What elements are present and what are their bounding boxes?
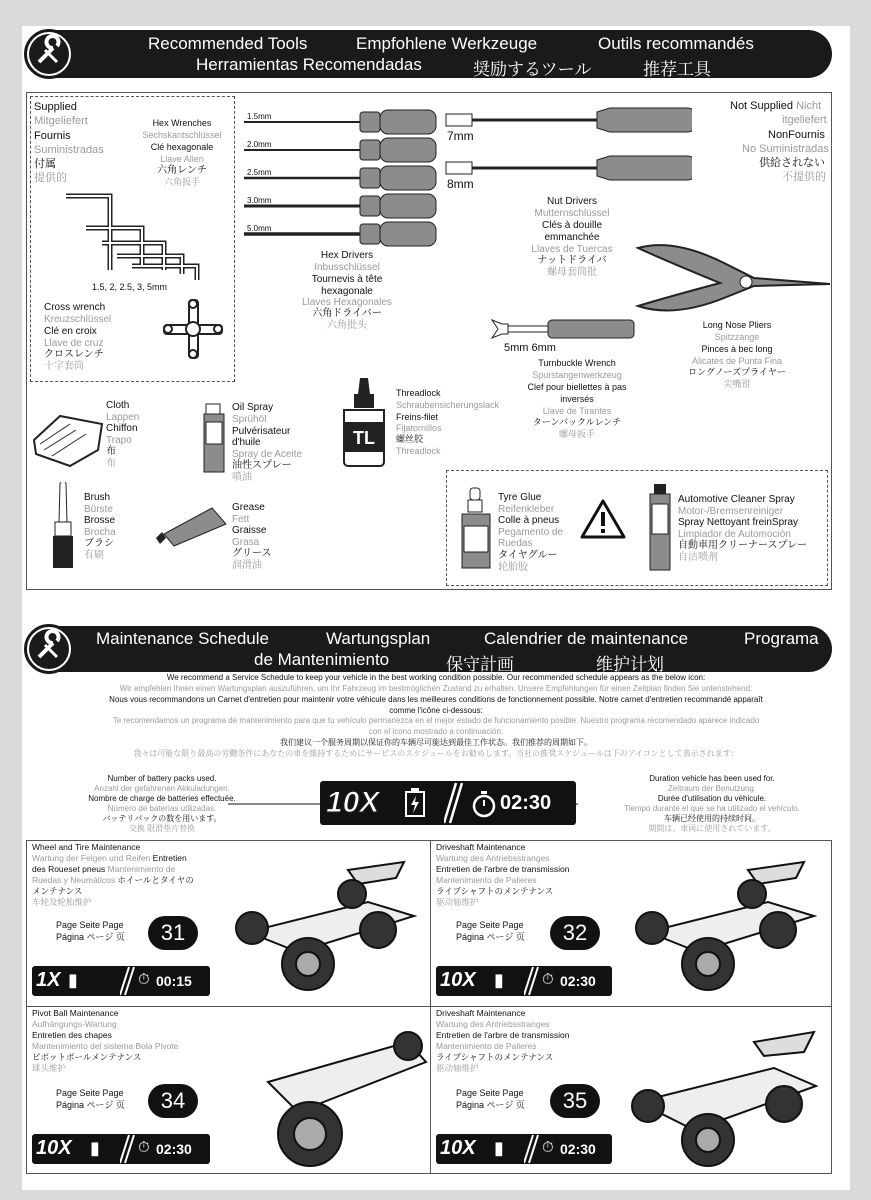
- divider-slash: [524, 1134, 542, 1164]
- hex-wrench-en: Hex Wrenches: [152, 118, 212, 128]
- nut-drivers-zh: 螺母套筒批: [547, 267, 597, 278]
- card-title-de: Wartung des Antriebsstranges: [436, 853, 550, 863]
- duration-fr: Durée d'utilisation du véhicule.: [657, 794, 767, 803]
- tyre-glue-es2: Ruedas: [498, 538, 533, 549]
- cloth-es: Trapo: [106, 435, 132, 446]
- hex-drivers-fr2: hexagonale: [321, 286, 373, 297]
- divider-slash: [120, 1134, 138, 1164]
- pliers-de: Spitzzange: [714, 332, 760, 342]
- grease-tube-illustration: [152, 504, 230, 548]
- cross-wrench-en: Cross wrench: [44, 302, 106, 313]
- tyre-glue-de: Reifenkleber: [498, 504, 555, 515]
- cleaner-fr: Spray Nettoyant freinSpray: [678, 517, 799, 528]
- example-battery-count: 10X: [326, 786, 380, 819]
- supplied-es: Suministradas: [34, 144, 104, 156]
- hex-wrench-fr: Clé hexagonale: [150, 142, 214, 152]
- hex-drivers-es: Llaves Hexagonales: [301, 297, 393, 308]
- header-ja: 奨励するツール: [473, 60, 592, 79]
- card-title-line4: [32, 876, 194, 886]
- cloth-fr: Chiffon: [106, 423, 138, 434]
- card-page-label2: Página ページ 页: [456, 1100, 525, 1110]
- duration-zh: 车辆已经使用的持续时间。: [664, 814, 760, 823]
- maint-header-fr: Calendrier de maintenance: [484, 629, 689, 648]
- oil-spray-fr2: d'huile: [232, 437, 261, 448]
- card-title-ja: ライブシャフトのメンテナンス: [436, 1052, 554, 1062]
- battery-en: Number of battery packs used.: [107, 774, 217, 783]
- cloth-zh: 布: [106, 458, 116, 469]
- cleaner-en: Automotive Cleaner Spray: [678, 494, 795, 505]
- tyre-glue-zh: 轮胎胶: [498, 562, 528, 573]
- hex-drivers-de: Inbusschlüssel: [314, 262, 380, 273]
- card-title-es1: Mantenimiento de: [107, 864, 176, 874]
- hex-wrench-es: Llave Allen: [160, 154, 204, 164]
- grease-es: Grasa: [232, 537, 260, 548]
- driver-size-2: 2.0mm: [247, 140, 272, 149]
- cross-wrench-zh: 十字套筒: [44, 361, 84, 372]
- rc-buggy-illustration: [628, 852, 824, 1002]
- stopwatch-icon: [470, 790, 498, 818]
- duration-ja: 期間は、車両に使用されています。: [648, 824, 776, 833]
- cleaner-es: Limpiador de Automoción: [678, 529, 791, 540]
- nut-drivers-illustration: [442, 106, 692, 191]
- brush-zh: 有刷: [84, 550, 104, 561]
- card-title-line2: [32, 854, 187, 864]
- card-title-en: Driveshaft Maintenance: [436, 1008, 526, 1018]
- maint-header-es1: Programa: [744, 629, 819, 648]
- oil-spray-illustration: [200, 402, 230, 474]
- turnbuckle-en: Turnbuckle Wrench: [538, 358, 616, 368]
- stopwatch-icon: ⏱: [542, 1139, 554, 1156]
- header-es: Herramientas Recomendadas: [196, 55, 422, 74]
- header-en: Recommended Tools: [148, 34, 308, 53]
- battery-de: Anzahl der gefahrenen Akkuladungen.: [94, 784, 230, 793]
- hex-wrench-de: Sechskantschlüssel: [142, 130, 222, 140]
- cross-wrench-ja: クロスレンチ: [44, 349, 104, 360]
- oil-spray-de: Sprühöl: [232, 414, 267, 425]
- example-time: 02:30: [500, 792, 552, 814]
- intro-es2: con el icono mostrado a continuación:: [368, 727, 504, 736]
- battery-icon: [404, 788, 426, 818]
- threadlock-label: TL: [353, 428, 375, 448]
- turnbuckle-es: Llave de Tirantes: [542, 406, 612, 416]
- cloth-illustration: [30, 410, 106, 470]
- rc-buggy-illustration: [228, 852, 424, 1002]
- intro-ja: 我々は可能な限り最高の労働条件にあなたの車を維持するためにサービスのスケジュールをお勧めします。当社の推奨スケジュールは下のアイコンとして表示されます：: [133, 749, 739, 758]
- tyre-glue-en: Tyre Glue: [498, 492, 542, 503]
- card-page-label: Page Seite Page: [56, 920, 124, 930]
- card-schedule-icon: [32, 966, 210, 996]
- header-de: Empfohlene Werkzeuge: [356, 34, 538, 53]
- card-schedule-icon: [436, 1134, 612, 1164]
- supplied-ja: 付属: [34, 158, 56, 170]
- tyre-glue-es1: Pegamento de: [498, 527, 564, 538]
- card-page-label2: Página ページ 页: [56, 1100, 125, 1110]
- cleaner-ja: 自動車用クリーナースプレー: [678, 540, 808, 551]
- maint-header-zh: 维护计划: [596, 655, 664, 674]
- divider-slash: [524, 966, 542, 996]
- example-schedule-icon: [320, 781, 576, 825]
- not-supplied-de2: itgeliefert: [782, 114, 827, 126]
- supplied-en: Supplied: [34, 101, 77, 113]
- threadlock-de: Schraubensicherungslack: [396, 400, 500, 410]
- nut-drivers-fr2: emmanchée: [544, 232, 600, 243]
- nut-drivers-en: Nut Drivers: [546, 196, 597, 207]
- stopwatch-icon: ⏱: [542, 971, 554, 988]
- supplied-de: Mitgeliefert: [34, 115, 88, 127]
- turnbuckle-fr1: Clef pour biellettes à pas: [527, 382, 627, 392]
- intro-zh: 我们建议一个服务周期以保证你的车辆尽可能达到最佳工作状态。我们推荐的周期如下。: [280, 738, 592, 747]
- oil-spray-ja: 油性スプレー: [232, 460, 292, 471]
- driver-size-5: 5.0mm: [247, 224, 272, 233]
- cloth-en: Cloth: [106, 400, 130, 411]
- card-title-ja2: メンテナンス: [32, 886, 83, 896]
- tyre-glue-ja: タイヤグルー: [498, 550, 558, 561]
- card-title-es: Mantenimiento del sistema Bola Pivote: [32, 1041, 179, 1051]
- grease-fr: Graisse: [232, 525, 267, 536]
- not-supplied-fr: NonFournis: [768, 129, 825, 141]
- card-page-number[interactable]: 34: [148, 1084, 198, 1118]
- hex-wrench-zh: 六角扳手: [163, 177, 200, 187]
- card-page-label2: Página ページ 页: [56, 932, 125, 942]
- maint-header-de: Wartungsplan: [326, 629, 431, 648]
- card-title-es: Mantenimiento de Palieres: [436, 875, 537, 885]
- cloth-ja: 布: [106, 446, 116, 457]
- card-title-de: Wartung des Antriebsstranges: [436, 1019, 550, 1029]
- card-page-number[interactable]: 31: [148, 916, 198, 950]
- threadlock-fr: Freins-filet: [396, 412, 439, 422]
- turnbuckle-sizes: 5mm 6mm: [504, 342, 556, 354]
- card-title-en: Wheel and Tire Maintenance: [32, 842, 141, 852]
- stopwatch-icon: ⏱: [138, 971, 150, 988]
- supplied-fr: Fournis: [34, 130, 71, 142]
- card-title-es2: Ruedas y Neumáticos: [32, 875, 116, 885]
- card-title-de: Wartung der Felgen und Reifen: [32, 853, 151, 863]
- card-schedule-icon: [32, 1134, 210, 1164]
- cleaner-de: Motor-/Bremsenreiniger: [678, 506, 784, 517]
- card-title-es: Mantenimiento de Palieres: [436, 1041, 537, 1051]
- card-title-ja1: ホイールとタイヤの: [117, 875, 194, 885]
- cloth-de: Lappen: [106, 412, 140, 423]
- card-time: 00:15: [156, 973, 192, 989]
- cleaner-zh: 自洁喷剂: [678, 552, 718, 563]
- card-page-label2: Página ページ 页: [456, 932, 525, 942]
- warning-icon: [580, 498, 626, 540]
- supplied-zh: 提供的: [34, 172, 67, 184]
- battery-ja: バッテリパックの数を用います。: [102, 814, 222, 823]
- maintenance-header: [26, 626, 832, 672]
- maint-header-ja: 保守計画: [446, 655, 514, 674]
- tools-header: [26, 30, 832, 78]
- maint-header-en: Maintenance Schedule: [96, 629, 269, 648]
- turnbuckle-fr2: inversés: [560, 394, 594, 404]
- divider-slash: [444, 781, 466, 825]
- threadlock-es: Fijatornillos: [396, 423, 442, 433]
- duration-en: Duration vehicle has been used for.: [649, 774, 775, 783]
- rc-buggy-illustration: [624, 1012, 824, 1170]
- card-title-en: Driveshaft Maintenance: [436, 842, 526, 852]
- brush-de: Bürste: [84, 504, 113, 515]
- card-title-de: Aufhängungs-Wartung: [32, 1019, 117, 1029]
- nut-drivers-de: Mutternschlüssel: [534, 208, 610, 219]
- hex-drivers-fr1: Tournevis à tête: [311, 274, 383, 285]
- card-time: 02:30: [560, 973, 596, 989]
- card-page-label: Page Seite Page: [56, 1088, 124, 1098]
- card-title-fr2: des Roueset pneus: [32, 864, 106, 874]
- brush-es: Brocha: [84, 527, 116, 538]
- duration-es: Tiempo durante el que se ha utilizado el vehículo.: [624, 804, 800, 813]
- oil-spray-en: Oil Spray: [232, 402, 274, 413]
- hex-drivers-zh: 六角批头: [327, 320, 367, 331]
- pliers-zh: 尖嘴钳: [723, 379, 751, 389]
- header-zh: 推荐工具: [643, 60, 711, 79]
- driver-size-4: 3.0mm: [247, 196, 272, 205]
- threadlock-zh: Threadlock: [396, 446, 441, 456]
- card-title-fr: Entretien des chapes: [32, 1030, 112, 1040]
- battery-fr: Nombre de charge de batteries effectuée.: [88, 794, 236, 803]
- battery-icon: ▮: [90, 1138, 100, 1158]
- not-supplied-zh: 不提供的: [782, 171, 826, 183]
- driver-size-3: 2.5mm: [247, 168, 272, 177]
- card-title-line3: [32, 865, 175, 875]
- header-fr: Outils recommandés: [598, 34, 754, 53]
- card-count: 10X: [440, 969, 476, 991]
- nut-driver-size-2: 8mm: [447, 177, 474, 191]
- threadlock-ja: 螺丝胶: [396, 434, 424, 444]
- intro-en: We recommend a Service Schedule to keep your vehicle in the best working condition possible. Our recommended schedule appears as the below icon:: [166, 673, 706, 682]
- wrench-icon: [24, 29, 74, 79]
- intro-es1: Te recomendamos un programa de mantenimiento para que tu vehículo permanezca en el mejor estado de funcionamiento posible. Nuestro programa recomendado aparece indicado: [112, 716, 760, 725]
- hex-drivers-en: Hex Drivers: [320, 250, 374, 261]
- cleaner-spray-illustration: [646, 482, 674, 572]
- manual-page: [22, 26, 850, 1190]
- hex-wrench-ja: 六角レンチ: [157, 165, 207, 176]
- oil-spray-es: Spray de Aceite: [232, 449, 303, 460]
- tyre-glue-fr: Colle à pneus: [498, 515, 560, 526]
- nut-driver-size-1: 7mm: [447, 129, 474, 143]
- oil-spray-zh: 噴油: [232, 472, 252, 483]
- intro-fr1: Nous vous recommandons un Carnet d'entretien pour maintenir votre véhicule dans les meilleures conditions de fonctionnement possible. Notre carnet d'entretien recommandé apparaît: [109, 695, 763, 704]
- brush-ja: ブラシ: [84, 538, 114, 549]
- card-title-fr1: Entretien: [152, 853, 187, 863]
- nut-drivers-fr1: Clés à douille: [541, 220, 603, 231]
- battery-icon: ▮: [494, 1138, 504, 1158]
- turnbuckle-wrench-illustration: [488, 314, 638, 344]
- card-page-label: Page Seite Page: [456, 1088, 524, 1098]
- card-page-number[interactable]: 35: [550, 1084, 600, 1118]
- grease-ja: グリース: [232, 548, 272, 559]
- cross-wrench-fr: Clé en croix: [44, 326, 97, 337]
- hex-wrenches-illustration: [62, 188, 202, 283]
- duration-de: Zeitraum der Benutzung.: [667, 784, 757, 793]
- not-supplied-en: Not Supplied: [730, 100, 793, 112]
- cross-wrench-illustration: [162, 298, 224, 360]
- hex-wrench-sizes: 1.5, 2, 2.5, 3, 5mm: [92, 282, 168, 292]
- card-title-fr: Entretien de l'arbre de transmission: [436, 864, 570, 874]
- card-title-zh: 车轮及轮胎维护: [32, 897, 92, 907]
- battery-icon: ▮: [68, 970, 78, 990]
- card-time: 02:30: [156, 1141, 192, 1157]
- pliers-es: Alicates de Punta Fina: [691, 356, 783, 366]
- card-page-number[interactable]: 32: [550, 916, 600, 950]
- turnbuckle-ja: ターンバックルレンチ: [532, 417, 622, 427]
- card-title-en: Pivot Ball Maintenance: [32, 1008, 119, 1018]
- intro-de: Wir empfehlen Ihnen einen Wartungsplan auszuführen, um Ihr Fahrzeug im bestmöglichen Zustand zu erhalten. Unsere Empfehlungen für einen Zeitplan finden Sie untenstehend:: [119, 684, 753, 693]
- card-title-ja: ピボットボールメンテナンス: [32, 1052, 142, 1062]
- divider-slash: [120, 966, 138, 996]
- brush-fr: Brosse: [84, 515, 116, 526]
- card-time: 02:30: [560, 1141, 596, 1157]
- pliers-fr: Pinces à bec long: [701, 344, 773, 354]
- cross-wrench-es: Llave de cruz: [44, 338, 104, 349]
- grease-zh: 润滑油: [232, 560, 262, 571]
- hex-drivers-ja: 六角ドライバー: [312, 308, 382, 319]
- rc-buggy-closeup-illustration: [258, 1012, 428, 1170]
- wrench-icon: [24, 624, 74, 674]
- maint-header-es2: de Mantenimiento: [254, 650, 390, 669]
- nut-drivers-ja: ナットドライバ: [537, 255, 607, 266]
- card-title-zh: 驱动轴维护: [436, 897, 479, 907]
- card-schedule-icon: [436, 966, 612, 996]
- not-supplied-ja: 供給されない: [759, 157, 825, 169]
- turnbuckle-de: Spurstangenwerkzeug: [532, 370, 622, 380]
- tyre-glue-illustration: [458, 486, 494, 572]
- intro-fr2: comme l'icône ci-dessous:: [389, 706, 483, 715]
- grease-de: Fett: [232, 514, 250, 525]
- turnbuckle-zh: 螺母扳手: [558, 429, 595, 439]
- card-title-ja: ライブシャフトのメンテナンス: [436, 886, 554, 896]
- oil-spray-fr1: Pulvérisateur: [232, 426, 291, 437]
- cross-wrench-de: Kreuzschlüssel: [44, 314, 112, 325]
- card-count: 10X: [36, 1137, 72, 1159]
- long-nose-pliers-illustration: [634, 238, 834, 318]
- card-page-label: Page Seite Page: [456, 920, 524, 930]
- grease-en: Grease: [232, 502, 265, 513]
- brush-en: Brush: [84, 492, 111, 503]
- card-count: 1X: [36, 969, 61, 991]
- threadlock-en: Threadlock: [396, 388, 441, 398]
- card-title-zh: 驱动轴维护: [436, 1063, 479, 1073]
- card-title-zh: 球头维护: [32, 1063, 67, 1073]
- not-supplied-de1: Nicht: [796, 100, 822, 112]
- pliers-ja: ロングノーズプライヤー: [688, 367, 786, 377]
- battery-zh: 交换 限滑垫片替换: [128, 824, 196, 833]
- driver-size-1: 1.5mm: [247, 112, 272, 121]
- not-supplied-line1: [730, 100, 821, 113]
- card-title-fr: Entretien de l'arbre de transmission: [436, 1030, 570, 1040]
- not-supplied-es: No Suministradas: [742, 143, 829, 155]
- battery-icon: ▮: [494, 970, 504, 990]
- stopwatch-icon: ⏱: [138, 1139, 150, 1156]
- battery-es: Número de baterías utilizadas.: [107, 804, 217, 813]
- pliers-en: Long Nose Pliers: [702, 320, 772, 330]
- nut-drivers-es: Llaves de Tuercas: [531, 244, 613, 255]
- card-count: 10X: [440, 1137, 476, 1159]
- brush-illustration: [48, 482, 78, 570]
- threadlock-bottle-illustration: [334, 376, 394, 468]
- hex-drivers-illustration: [242, 108, 442, 253]
